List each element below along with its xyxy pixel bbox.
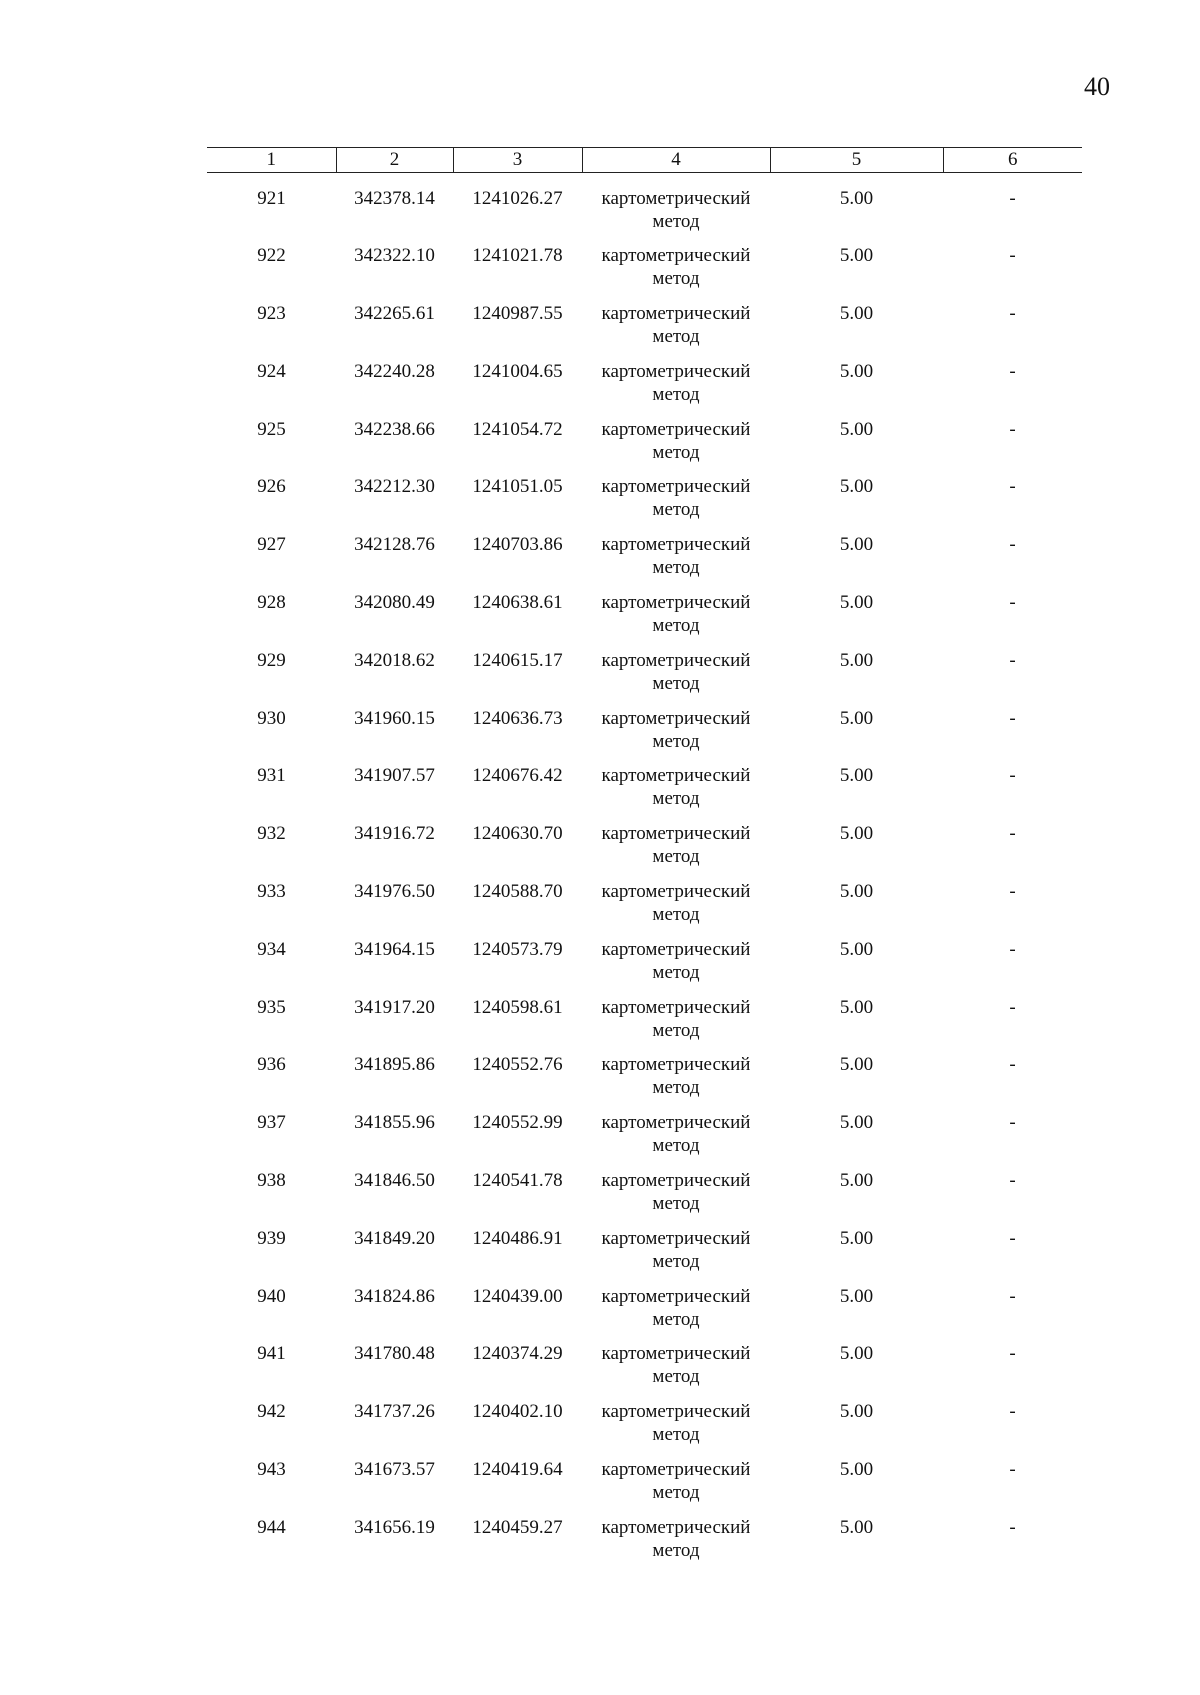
method-cell	[582, 1342, 770, 1400]
note-cell: -	[1009, 938, 1016, 960]
table-row	[207, 418, 1082, 476]
method-line-2: метод	[652, 1193, 700, 1215]
table-row	[207, 1169, 1082, 1227]
accuracy-cell: 5.00	[839, 1401, 874, 1423]
y-coordinate-cell: 1240552.99	[472, 1112, 563, 1134]
x-coordinate-cell: 342018.62	[354, 649, 435, 671]
accuracy-cell: 5.00	[839, 592, 874, 614]
method-line-2: метод	[652, 672, 700, 694]
y-coordinate-cell: 1241021.78	[472, 245, 563, 267]
y-coordinate-cell: 1240374.29	[472, 1343, 563, 1365]
x-coordinate-cell: 342238.66	[354, 418, 435, 440]
method-line-2: метод	[652, 1077, 700, 1099]
accuracy-cell: 5.00	[839, 360, 874, 382]
method-line-1: картометрический	[601, 881, 751, 903]
method-cell	[582, 533, 770, 591]
table-row	[207, 764, 1082, 822]
method-line-2: метод	[652, 383, 700, 405]
method-cell	[582, 880, 770, 938]
method-cell	[582, 418, 770, 476]
coordinates-table	[207, 147, 1082, 1574]
method-cell	[582, 475, 770, 533]
method-cell	[582, 1169, 770, 1227]
note-cell: -	[1009, 707, 1016, 729]
method-line-2: метод	[652, 788, 700, 810]
method-line-1: картометрический	[601, 245, 751, 267]
accuracy-cell: 5.00	[839, 418, 874, 440]
point-id-cell: 931	[257, 765, 286, 787]
method-line-2: метод	[652, 1424, 700, 1446]
accuracy-cell: 5.00	[839, 649, 874, 671]
point-id-cell: 935	[257, 996, 286, 1018]
method-line-1: картометрический	[601, 1459, 751, 1481]
table-row	[207, 1285, 1082, 1343]
method-cell	[582, 1053, 770, 1111]
x-coordinate-cell: 342378.14	[354, 188, 435, 209]
y-coordinate-cell: 1240615.17	[472, 649, 563, 671]
y-coordinate-cell: 1240588.70	[472, 881, 563, 903]
note-cell: -	[1009, 418, 1016, 440]
point-id-cell: 939	[257, 1227, 286, 1249]
table-row	[207, 173, 1082, 245]
point-id-cell: 927	[257, 534, 286, 556]
header-col-2: 2	[336, 148, 453, 173]
table-row	[207, 1400, 1082, 1458]
point-id-cell: 923	[257, 303, 286, 325]
accuracy-cell: 5.00	[839, 765, 874, 787]
method-line-1: картометрический	[601, 1516, 751, 1538]
table-row	[207, 822, 1082, 880]
accuracy-cell: 5.00	[839, 1170, 874, 1192]
table-row	[207, 1227, 1082, 1285]
y-coordinate-cell: 1240541.78	[472, 1170, 563, 1192]
accuracy-cell: 5.00	[839, 476, 874, 498]
method-line-2: метод	[652, 1539, 700, 1561]
method-line-1: картометрический	[601, 188, 751, 209]
method-cell	[582, 649, 770, 707]
note-cell: -	[1009, 823, 1016, 845]
y-coordinate-cell: 1240676.42	[472, 765, 563, 787]
header-col-4: 4	[582, 148, 770, 173]
note-cell: -	[1009, 1459, 1016, 1481]
method-line-2: метод	[652, 1135, 700, 1157]
accuracy-cell: 5.00	[839, 303, 874, 325]
method-cell	[582, 1227, 770, 1285]
method-cell	[582, 591, 770, 649]
method-cell	[582, 1516, 770, 1574]
y-coordinate-cell: 1241026.27	[472, 188, 563, 209]
note-cell: -	[1009, 245, 1016, 267]
accuracy-cell: 5.00	[839, 996, 874, 1018]
accuracy-cell: 5.00	[839, 1285, 874, 1307]
point-id-cell: 921	[257, 188, 286, 209]
table-row	[207, 1516, 1082, 1574]
table-row	[207, 360, 1082, 418]
note-cell: -	[1009, 1401, 1016, 1423]
accuracy-cell: 5.00	[839, 1054, 874, 1076]
method-line-1: картометрический	[601, 649, 751, 671]
note-cell: -	[1009, 649, 1016, 671]
note-cell: -	[1009, 303, 1016, 325]
method-line-2: метод	[652, 730, 700, 752]
accuracy-cell: 5.00	[839, 881, 874, 903]
method-cell	[582, 1111, 770, 1169]
table-header	[207, 148, 1082, 173]
method-line-1: картометрический	[601, 1227, 751, 1249]
x-coordinate-cell: 341895.86	[354, 1054, 435, 1076]
x-coordinate-cell: 341917.20	[354, 996, 435, 1018]
method-line-2: метод	[652, 557, 700, 579]
accuracy-cell: 5.00	[839, 938, 874, 960]
table-row	[207, 996, 1082, 1054]
x-coordinate-cell: 341737.26	[354, 1401, 435, 1423]
x-coordinate-cell: 341849.20	[354, 1227, 435, 1249]
method-cell	[582, 360, 770, 418]
accuracy-cell: 5.00	[839, 1516, 874, 1538]
note-cell: -	[1009, 881, 1016, 903]
method-line-2: метод	[652, 211, 700, 232]
x-coordinate-cell: 341855.96	[354, 1112, 435, 1134]
table-row	[207, 533, 1082, 591]
note-cell: -	[1009, 188, 1016, 209]
x-coordinate-cell: 341976.50	[354, 881, 435, 903]
y-coordinate-cell: 1240573.79	[472, 938, 563, 960]
method-cell	[582, 707, 770, 765]
method-line-1: картометрический	[601, 476, 751, 498]
method-line-1: картометрический	[601, 418, 751, 440]
y-coordinate-cell: 1240402.10	[472, 1401, 563, 1423]
y-coordinate-cell: 1241004.65	[472, 360, 563, 382]
note-cell: -	[1009, 765, 1016, 787]
x-coordinate-cell: 342265.61	[354, 303, 435, 325]
y-coordinate-cell: 1240419.64	[472, 1459, 563, 1481]
x-coordinate-cell: 342212.30	[354, 476, 435, 498]
accuracy-cell: 5.00	[839, 1112, 874, 1134]
note-cell: -	[1009, 1170, 1016, 1192]
method-line-2: метод	[652, 268, 700, 290]
method-cell	[582, 1458, 770, 1516]
method-line-2: метод	[652, 961, 700, 983]
x-coordinate-cell: 341960.15	[354, 707, 435, 729]
accuracy-cell: 5.00	[839, 1343, 874, 1365]
point-id-cell: 941	[257, 1343, 286, 1365]
table-row	[207, 591, 1082, 649]
method-line-1: картометрический	[601, 1401, 751, 1423]
y-coordinate-cell: 1240598.61	[472, 996, 563, 1018]
note-cell: -	[1009, 1112, 1016, 1134]
page-number: 40	[1084, 72, 1110, 101]
x-coordinate-cell: 341780.48	[354, 1343, 435, 1365]
y-coordinate-cell: 1241054.72	[472, 418, 563, 440]
point-id-cell: 934	[257, 938, 286, 960]
method-line-1: картометрический	[601, 592, 751, 614]
point-id-cell: 932	[257, 823, 286, 845]
y-coordinate-cell: 1240439.00	[472, 1285, 563, 1307]
y-coordinate-cell: 1240987.55	[472, 303, 563, 325]
method-line-1: картометрический	[601, 765, 751, 787]
point-id-cell: 926	[257, 476, 286, 498]
accuracy-cell: 5.00	[839, 823, 874, 845]
table-row	[207, 475, 1082, 533]
table-row	[207, 302, 1082, 360]
point-id-cell: 936	[257, 1054, 286, 1076]
method-line-1: картометрический	[601, 707, 751, 729]
table-body	[207, 173, 1082, 1574]
accuracy-cell: 5.00	[839, 1459, 874, 1481]
x-coordinate-cell: 342080.49	[354, 592, 435, 614]
note-cell: -	[1009, 1285, 1016, 1307]
point-id-cell: 938	[257, 1170, 286, 1192]
point-id-cell: 929	[257, 649, 286, 671]
table-row	[207, 1053, 1082, 1111]
method-cell	[582, 1285, 770, 1343]
x-coordinate-cell: 342322.10	[354, 245, 435, 267]
method-line-2: метод	[652, 326, 700, 348]
x-coordinate-cell: 342240.28	[354, 360, 435, 382]
method-line-1: картометрический	[601, 1112, 751, 1134]
method-line-1: картометрический	[601, 360, 751, 382]
point-id-cell: 944	[257, 1516, 286, 1538]
table-row	[207, 1111, 1082, 1169]
method-cell	[582, 302, 770, 360]
note-cell: -	[1009, 1227, 1016, 1249]
y-coordinate-cell: 1240638.61	[472, 592, 563, 614]
y-coordinate-cell: 1240630.70	[472, 823, 563, 845]
method-cell	[582, 1400, 770, 1458]
y-coordinate-cell: 1240636.73	[472, 707, 563, 729]
table-row	[207, 649, 1082, 707]
note-cell: -	[1009, 476, 1016, 498]
point-id-cell: 943	[257, 1459, 286, 1481]
method-line-1: картометрический	[601, 1054, 751, 1076]
method-line-1: картометрический	[601, 996, 751, 1018]
note-cell: -	[1009, 592, 1016, 614]
y-coordinate-cell: 1241051.05	[472, 476, 563, 498]
header-col-3: 3	[453, 148, 582, 173]
method-cell	[582, 764, 770, 822]
method-line-2: метод	[652, 904, 700, 926]
accuracy-cell: 5.00	[839, 534, 874, 556]
header-col-5: 5	[770, 148, 943, 173]
method-line-2: метод	[652, 1482, 700, 1504]
method-cell	[582, 822, 770, 880]
method-line-1: картометрический	[601, 823, 751, 845]
x-coordinate-cell: 341846.50	[354, 1170, 435, 1192]
method-line-1: картометрический	[601, 1170, 751, 1192]
note-cell: -	[1009, 1343, 1016, 1365]
note-cell: -	[1009, 534, 1016, 556]
table-row	[207, 938, 1082, 996]
table-row	[207, 1458, 1082, 1516]
method-line-2: метод	[652, 615, 700, 637]
x-coordinate-cell: 341673.57	[354, 1459, 435, 1481]
note-cell: -	[1009, 360, 1016, 382]
table-row	[207, 707, 1082, 765]
method-line-2: метод	[652, 1308, 700, 1330]
accuracy-cell: 5.00	[839, 707, 874, 729]
y-coordinate-cell: 1240459.27	[472, 1516, 563, 1538]
y-coordinate-cell: 1240552.76	[472, 1054, 563, 1076]
y-coordinate-cell: 1240703.86	[472, 534, 563, 556]
note-cell: -	[1009, 1516, 1016, 1538]
method-line-1: картометрический	[601, 1343, 751, 1365]
method-cell	[582, 996, 770, 1054]
accuracy-cell: 5.00	[839, 1227, 874, 1249]
method-line-2: метод	[652, 499, 700, 521]
method-line-2: метод	[652, 441, 700, 463]
method-line-2: метод	[652, 1366, 700, 1388]
note-cell: -	[1009, 996, 1016, 1018]
x-coordinate-cell: 341824.86	[354, 1285, 435, 1307]
method-line-1: картометрический	[601, 303, 751, 325]
accuracy-cell: 5.00	[839, 245, 874, 267]
table-row	[207, 1342, 1082, 1400]
method-cell	[582, 244, 770, 302]
x-coordinate-cell: 341964.15	[354, 938, 435, 960]
table-row	[207, 244, 1082, 302]
header-row	[207, 148, 1082, 173]
method-cell	[582, 173, 770, 245]
point-id-cell: 928	[257, 592, 286, 614]
method-line-2: метод	[652, 1250, 700, 1272]
header-col-6: 6	[943, 148, 1082, 173]
point-id-cell: 933	[257, 881, 286, 903]
point-id-cell: 922	[257, 245, 286, 267]
header-col-1: 1	[207, 148, 336, 173]
x-coordinate-cell: 341656.19	[354, 1516, 435, 1538]
table-row	[207, 880, 1082, 938]
note-cell: -	[1009, 1054, 1016, 1076]
y-coordinate-cell: 1240486.91	[472, 1227, 563, 1249]
point-id-cell: 925	[257, 418, 286, 440]
point-id-cell: 942	[257, 1401, 286, 1423]
x-coordinate-cell: 341916.72	[354, 823, 435, 845]
point-id-cell: 930	[257, 707, 286, 729]
point-id-cell: 940	[257, 1285, 286, 1307]
method-line-1: картометрический	[601, 1285, 751, 1307]
x-coordinate-cell: 341907.57	[354, 765, 435, 787]
method-line-1: картометрический	[601, 938, 751, 960]
accuracy-cell: 5.00	[839, 188, 874, 209]
method-line-1: картометрический	[601, 534, 751, 556]
point-id-cell: 937	[257, 1112, 286, 1134]
method-line-2: метод	[652, 846, 700, 868]
method-cell	[582, 938, 770, 996]
x-coordinate-cell: 342128.76	[354, 534, 435, 556]
method-line-2: метод	[652, 1019, 700, 1041]
point-id-cell: 924	[257, 360, 286, 382]
